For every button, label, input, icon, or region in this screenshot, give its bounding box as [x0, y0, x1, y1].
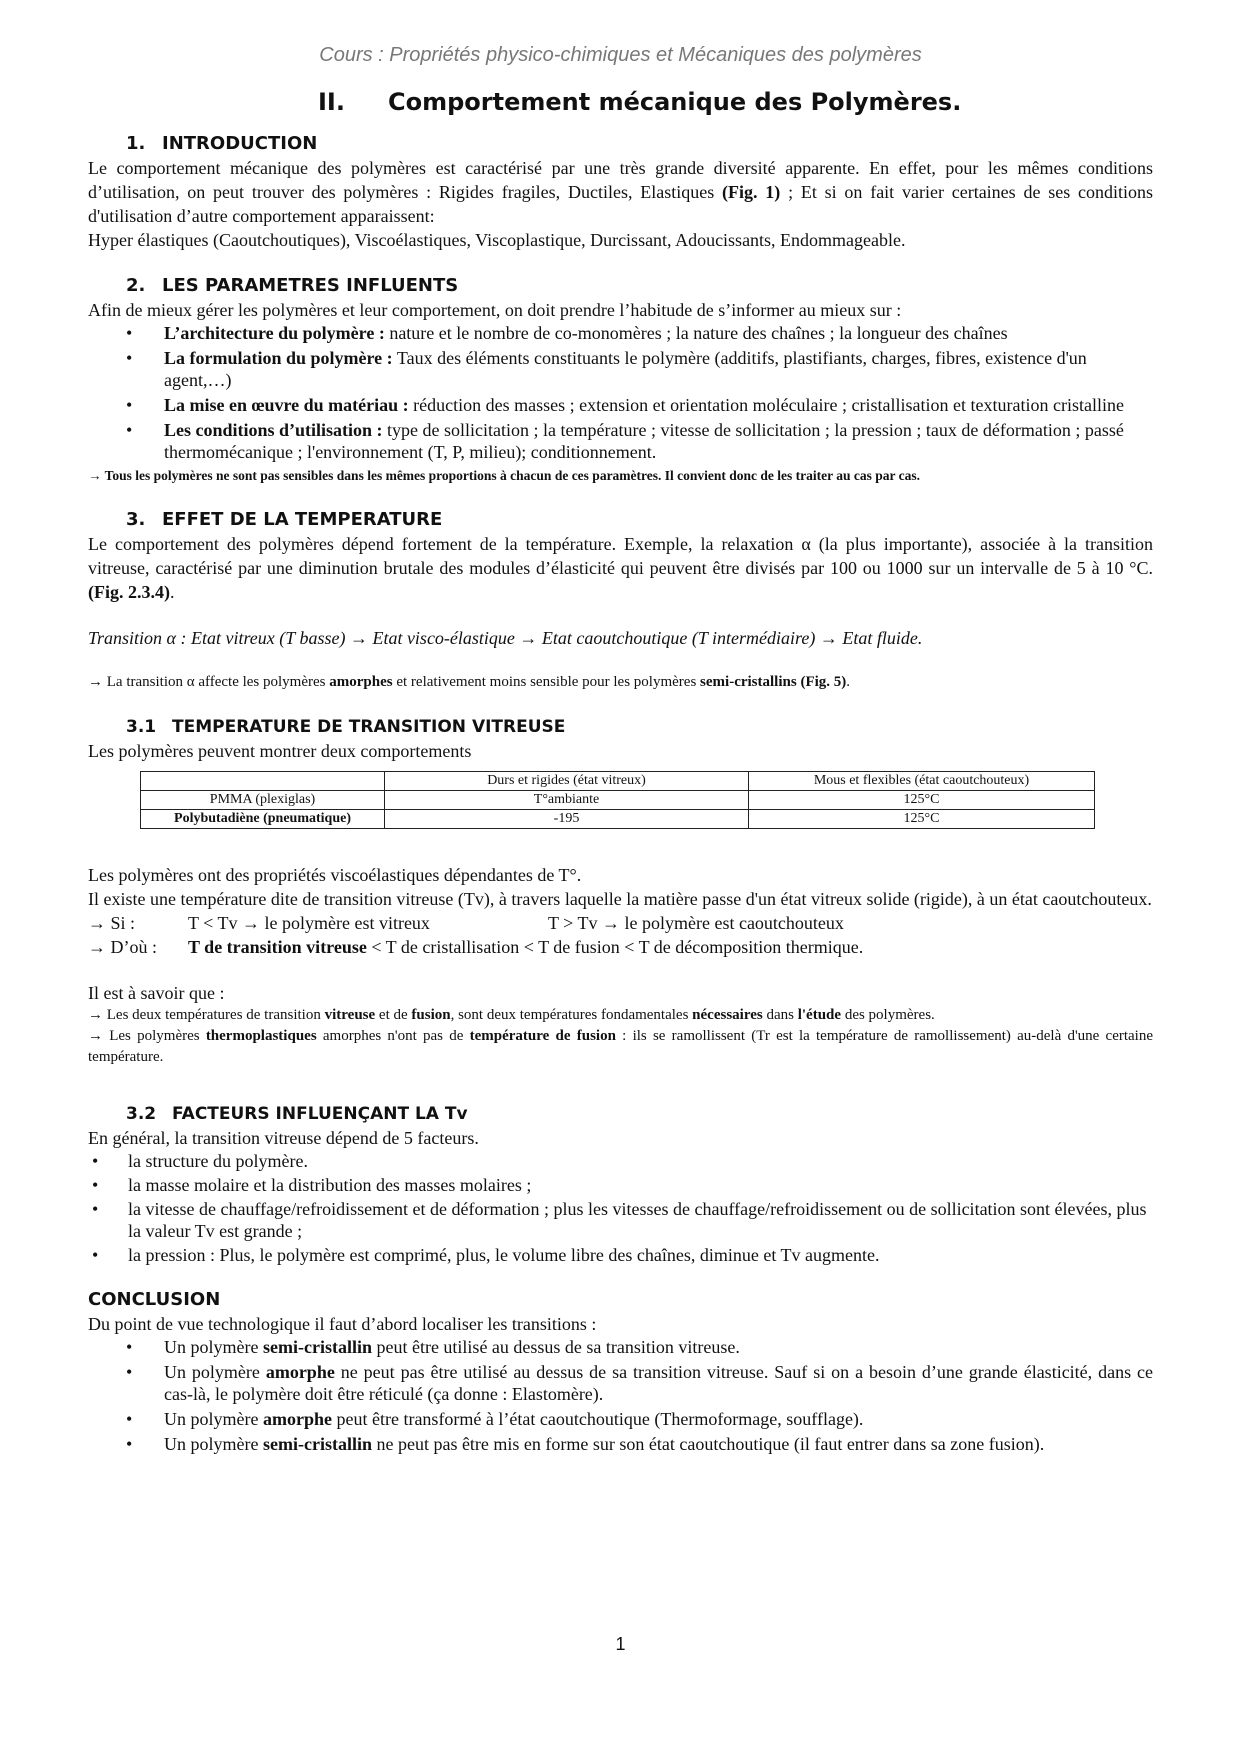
- list-item: [88, 1150, 1153, 1172]
- conclusion-intro: Du point de vue technologique il faut d’abord localiser les transitions :: [88, 1314, 597, 1334]
- item-text: nature et le nombre de co-monomères ; la nature des chaînes ; la longueur des chaînes: [384, 323, 1008, 343]
- parameters-intro: Afin de mieux gérer les polymères et leur comportement, on doit prendre l’habitude de s’informer au mieux sur :: [88, 300, 902, 320]
- list-item: [88, 1433, 1153, 1455]
- table-row: [141, 791, 1095, 810]
- table-cell: T°ambiante: [385, 791, 749, 810]
- subsection-title: FACTEURS INFLUENÇANT LA Tv: [172, 1104, 468, 1124]
- conclusion-list: [88, 1336, 1153, 1455]
- item-text: réduction des masses ; extension et orientation moléculaire ; cristallisation et texturation cristalline: [408, 395, 1124, 415]
- bullet-icon: •: [126, 348, 133, 368]
- list-item: [88, 394, 1153, 416]
- dou-line: [88, 935, 1153, 959]
- table-header-cell: Mous et flexibles (état caoutchouteux): [749, 772, 1095, 791]
- text-span: Un polymère: [164, 1337, 263, 1357]
- bold-term: semi-cristallin: [262, 1337, 372, 1357]
- bullet-icon: •: [126, 1337, 133, 1357]
- bold-term: vitreuse: [324, 1007, 376, 1023]
- si-line: [88, 911, 1153, 935]
- viscoelastic-paragraph: Les polymères ont des propriétés viscoélastiques dépendantes de T°.: [88, 865, 582, 885]
- bullet-icon: •: [126, 1434, 133, 1454]
- text-span: .: [169, 582, 175, 602]
- table-header-cell: [141, 772, 385, 791]
- item-label: La mise en œuvre du matériau :: [164, 395, 409, 415]
- list-item: [88, 1336, 1153, 1358]
- table-row: [141, 810, 1095, 829]
- parameters-list: [88, 322, 1153, 463]
- bold-term: semi-cristallin: [262, 1434, 372, 1454]
- bold-term: fusion: [411, 1007, 451, 1023]
- list-item: [88, 1361, 1153, 1405]
- table-cell: -195: [385, 810, 749, 829]
- table-cell: 125°C: [749, 810, 1095, 829]
- line-label: → Si :: [88, 913, 136, 933]
- section-number: 2.: [126, 275, 146, 296]
- text-span: Le comportement mécanique des polymères est caractérisé par une très grande diversité apparente. En effet, pour les mêmes conditions d’utilisation, on peut trouver des polymères : Rigides fragiles, Ductiles, Elastiques: [88, 158, 1153, 202]
- section-heading-parameters: [88, 274, 1153, 298]
- subsection-heading-glass-transition: [88, 715, 1153, 739]
- text-span: Un polymère: [164, 1434, 263, 1454]
- chapter-title-text: Comportement mécanique des Polymères.: [388, 88, 962, 116]
- temperature-paragraph: [88, 532, 1153, 604]
- text-span: ne peut pas être utilisé au dessus de sa transition vitreuse. Sauf si on a besoin d’une grande élasticité, dans ce cas-là, le polymère doit être réticulé (ça donne : Elastomère).: [164, 1362, 1153, 1404]
- item-text: la structure du polymère.: [128, 1151, 308, 1171]
- temperature-note-1: [88, 1005, 1153, 1026]
- text-span: T > Tv → le polymère est caoutchouteux: [548, 913, 844, 933]
- text-span: ne peut pas être mis en forme sur son état caoutchoutique (il faut entrer dans sa zone fusion).: [371, 1434, 1045, 1454]
- text-span: Le comportement des polymères dépend fortement de la température. Exemple, la relaxation α (la plus importante), associée à la transition vitreuse, caractérisé par une diminution brutale des modules d’élasticité qui peuvent être divisés par 100 ou 1000 sur un intervalle de 5 à 10 °C.: [88, 534, 1153, 578]
- list-item: [88, 1198, 1153, 1242]
- text-span: .: [846, 674, 851, 690]
- bold-term: température de fusion: [469, 1028, 616, 1044]
- text-span: amorphes n'ont pas de: [316, 1028, 470, 1044]
- text-span: Un polymère: [164, 1362, 266, 1382]
- text-span: → La transition α affecte les polymères: [88, 674, 330, 690]
- list-item: [88, 419, 1153, 463]
- tv-definition-paragraph: Il existe une température dite de transition vitreuse (Tv), à travers laquelle la matière passe d'un état vitreux solide (rigide), à un état caoutchouteux.: [88, 889, 1152, 909]
- comparison-table: [140, 771, 1095, 829]
- item-label: L’architecture du polymère :: [164, 323, 385, 343]
- bullet-icon: •: [126, 420, 133, 440]
- chapter-title: [88, 86, 1153, 118]
- bold-term: amorphes: [329, 674, 393, 690]
- bold-term: amorphe: [265, 1362, 335, 1382]
- transition-alpha-line: Transition α : Etat vitreux (T basse) → Etat visco-élastique → Etat caoutchoutique (T intermédiaire) → Etat fluide.: [88, 628, 923, 648]
- running-header: Cours : Propriétés physico-chimiques et Mécaniques des polymères: [319, 44, 922, 66]
- text-span: < T de cristallisation < T de fusion < T de décomposition thermique.: [366, 937, 864, 957]
- table-cell: PMMA (plexiglas): [141, 791, 385, 810]
- list-item: [88, 347, 1153, 391]
- bold-term: nécessaires: [692, 1007, 763, 1023]
- subsection-number: 3.1: [126, 717, 157, 737]
- list-item: [88, 1408, 1153, 1430]
- item-label: Les conditions d’utilisation :: [164, 420, 383, 440]
- list-item: [88, 1244, 1153, 1266]
- item-text: la vitesse de chauffage/refroidissement et de déformation ; plus les vitesses de chauffage/refroidissement ou de sollicitation sont élevées, plus la valeur Tv est grande ;: [128, 1199, 1147, 1241]
- bold-term: amorphe: [262, 1409, 332, 1429]
- savoir-line: Il est à savoir que :: [88, 983, 225, 1003]
- line-label: → D’où :: [88, 937, 157, 957]
- text-span: T < Tv → le polymère est vitreux: [188, 913, 430, 933]
- figure-reference: (Fig. 2.3.4): [88, 582, 170, 602]
- list-item: [88, 322, 1153, 344]
- bullet-icon: •: [126, 323, 133, 343]
- text-span: peut être transformé à l’état caoutchoutique (Thermoformage, soufflage).: [331, 1409, 864, 1429]
- bold-term: T de transition vitreuse: [188, 937, 367, 957]
- bold-term: l'étude: [797, 1007, 842, 1023]
- text-span: et de: [375, 1007, 412, 1023]
- bullet-icon: •: [126, 1362, 133, 1382]
- behaviours-intro: Les polymères peuvent montrer deux comportements: [88, 741, 472, 761]
- factors-list: [88, 1150, 1153, 1266]
- text-span: ; Et si on fait varier certaines de ses conditions d'utilisation d’autre comportement apparaissent:: [88, 182, 1154, 226]
- item-label: La formulation du polymère :: [164, 348, 393, 368]
- section-title: EFFET DE LA TEMPERATURE: [162, 509, 443, 530]
- section-title: INTRODUCTION: [162, 133, 318, 154]
- item-text: la masse molaire et la distribution des masses molaires ;: [128, 1175, 532, 1195]
- parameters-note: → Tous les polymères ne sont pas sensibles dans les mêmes proportions à chacun de ces paramètres. Il convient donc de les traiter au cas par cas.: [88, 468, 921, 483]
- item-text: type de sollicitation ; la température ; vitesse de sollicitation ; la pression ; taux de déformation ; passé thermomécanique ; l'environnement (T, P, milieu); conditionnement.: [164, 420, 1124, 462]
- bold-term: thermoplastiques: [205, 1028, 317, 1044]
- text-span: et relativement moins sensible pour les polymères: [392, 674, 701, 690]
- item-text: Taux des éléments constituants le polymère (additifs, plastifiants, charges, fibres, existence d'un agent,…): [164, 348, 1087, 390]
- section-number: 3.: [126, 509, 146, 530]
- page-number: 1: [615, 1634, 626, 1654]
- text-span: → Les deux températures de transition: [88, 1007, 325, 1023]
- text-span: , sont deux températures fondamentales: [450, 1007, 693, 1023]
- subsection-number: 3.2: [126, 1104, 157, 1124]
- chapter-number: II.: [318, 88, 345, 116]
- intro-paragraph: [88, 156, 1153, 228]
- conclusion-heading: CONCLUSION: [88, 1289, 221, 1310]
- table-cell: Polybutadiène (pneumatique): [141, 810, 385, 829]
- bullet-icon: •: [126, 395, 133, 415]
- table-cell: 125°C: [749, 791, 1095, 810]
- text-span: Un polymère: [164, 1409, 263, 1429]
- section-heading-introduction: [88, 132, 1153, 156]
- section-number: 1.: [126, 133, 146, 154]
- bullet-icon: •: [92, 1151, 99, 1171]
- bullet-icon: •: [126, 1409, 133, 1429]
- item-text: la pression : Plus, le polymère est comprimé, plus, le volume libre des chaînes, diminue et Tv augmente.: [128, 1245, 880, 1265]
- factors-intro: En général, la transition vitreuse dépend de 5 facteurs.: [88, 1128, 479, 1148]
- bullet-icon: •: [92, 1245, 99, 1265]
- text-span: → Les polymères: [88, 1028, 206, 1044]
- list-item: [88, 1174, 1153, 1196]
- bullet-icon: •: [92, 1175, 99, 1195]
- text-span: des polymères.: [841, 1007, 935, 1023]
- subsection-heading-factors: [88, 1102, 1153, 1126]
- section-title: LES PARAMETRES INFLUENTS: [162, 275, 459, 296]
- bullet-icon: •: [92, 1199, 99, 1219]
- table-header-cell: Durs et rigides (état vitreux): [385, 772, 749, 791]
- text-span: : ils se ramollissent (Tr est la température de ramollissement) au-delà d'une certaine température.: [88, 1028, 1154, 1065]
- table-header-row: [141, 772, 1095, 791]
- subsection-title: TEMPERATURE DE TRANSITION VITREUSE: [172, 717, 566, 737]
- temperature-note-2: [88, 1026, 1153, 1068]
- section-heading-temperature: [88, 508, 1153, 532]
- transition-note: [88, 672, 1153, 693]
- bold-term: semi-cristallins (Fig. 5): [700, 674, 847, 690]
- text-span: dans: [762, 1007, 798, 1023]
- text-span: peut être utilisé au dessus de sa transition vitreuse.: [371, 1337, 740, 1357]
- behaviours-paragraph: Hyper élastiques (Caoutchoutiques), Viscoélastiques, Viscoplastique, Durcissant, Adoucissants, Endommageable.: [88, 230, 906, 250]
- figure-reference: (Fig. 1): [722, 182, 781, 202]
